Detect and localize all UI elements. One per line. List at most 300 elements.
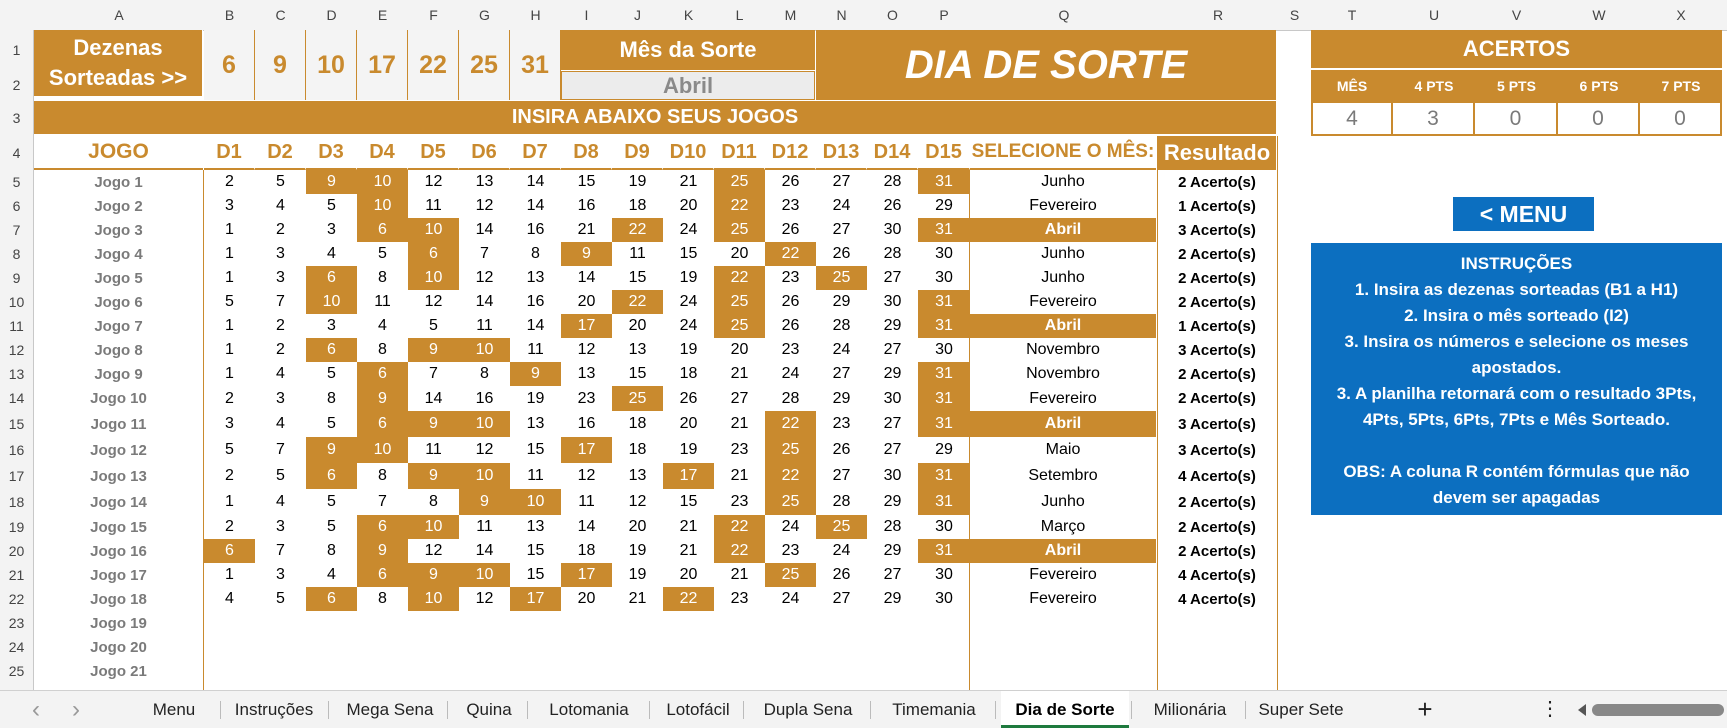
- game-number-cell[interactable]: 31: [918, 463, 970, 489]
- game-number-cell[interactable]: 26: [832, 245, 851, 262]
- game-number-cell[interactable]: 5: [327, 365, 336, 382]
- game-number-cell[interactable]: 27: [883, 341, 902, 358]
- game-number-cell[interactable]: 1: [225, 221, 234, 238]
- game-number-cell[interactable]: 3: [327, 317, 336, 334]
- game-number-cell[interactable]: 9: [459, 489, 510, 515]
- game-number-cell[interactable]: 22: [612, 218, 663, 242]
- tab-super-sete[interactable]: Super Sete: [1258, 700, 1344, 719]
- tab-milion-ria[interactable]: Milionária: [1153, 700, 1227, 719]
- game-number-cell[interactable]: 3: [276, 518, 285, 535]
- game-number-cell[interactable]: 20: [730, 341, 749, 358]
- game-number-cell[interactable]: 9: [408, 563, 459, 587]
- game-number-cell[interactable]: 16: [577, 197, 596, 214]
- drawn-number[interactable]: 22: [408, 30, 459, 100]
- game-number-cell[interactable]: 26: [832, 441, 851, 458]
- game-number-cell[interactable]: 1: [225, 269, 234, 286]
- game-number-cell[interactable]: 10: [357, 194, 408, 218]
- game-number-cell[interactable]: 29: [883, 542, 902, 559]
- game-number-cell[interactable]: 6: [357, 218, 408, 242]
- game-number-cell[interactable]: 2: [276, 221, 285, 238]
- tab-menu[interactable]: Menu: [152, 700, 196, 719]
- game-number-cell[interactable]: 30: [883, 293, 902, 310]
- game-number-cell[interactable]: 15: [679, 245, 698, 262]
- game-number-cell[interactable]: 25: [765, 489, 816, 515]
- game-number-cell[interactable]: 15: [526, 542, 545, 559]
- game-number-cell[interactable]: 10: [408, 266, 459, 290]
- game-number-cell[interactable]: 14: [475, 221, 494, 238]
- game-number-cell[interactable]: 22: [612, 290, 663, 314]
- game-number-cell[interactable]: 23: [730, 590, 749, 607]
- game-number-cell[interactable]: 22: [714, 515, 765, 539]
- game-number-cell[interactable]: 9: [408, 411, 459, 437]
- game-number-cell[interactable]: 13: [526, 269, 545, 286]
- game-number-cell[interactable]: 24: [781, 590, 800, 607]
- game-number-cell[interactable]: 25: [765, 563, 816, 587]
- game-number-cell[interactable]: 14: [424, 389, 443, 407]
- game-number-cell[interactable]: 6: [306, 463, 357, 489]
- game-number-cell[interactable]: 20: [628, 518, 647, 535]
- game-number-cell[interactable]: 15: [628, 365, 647, 382]
- game-number-cell[interactable]: 10: [459, 338, 510, 362]
- game-number-cell[interactable]: 10: [459, 563, 510, 587]
- tab-dupla-sena[interactable]: Dupla Sena: [763, 700, 853, 719]
- game-number-cell[interactable]: 25: [816, 515, 867, 539]
- game-number-cell[interactable]: 10: [408, 218, 459, 242]
- game-number-cell[interactable]: 27: [832, 365, 851, 382]
- game-number-cell[interactable]: 30: [935, 245, 953, 262]
- game-number-cell[interactable]: 11: [527, 341, 544, 358]
- tab-lotof-cil[interactable]: Lotofácil: [666, 700, 730, 719]
- game-number-cell[interactable]: 30: [935, 590, 953, 607]
- game-number-cell[interactable]: 31: [918, 170, 970, 194]
- game-number-cell[interactable]: 7: [429, 365, 438, 382]
- game-number-cell[interactable]: 15: [526, 566, 545, 583]
- game-number-cell[interactable]: 11: [425, 441, 442, 458]
- game-number-cell[interactable]: 4: [276, 415, 285, 432]
- game-number-cell[interactable]: 7: [378, 493, 387, 510]
- month-select[interactable]: Fevereiro: [1029, 293, 1097, 310]
- game-number-cell[interactable]: 9: [510, 362, 561, 386]
- game-number-cell[interactable]: 24: [679, 293, 698, 310]
- game-number-cell[interactable]: 31: [918, 314, 970, 338]
- game-number-cell[interactable]: 6: [306, 587, 357, 611]
- game-number-cell[interactable]: 31: [918, 539, 970, 563]
- game-number-cell[interactable]: 17: [561, 437, 612, 463]
- game-number-cell[interactable]: 16: [475, 389, 494, 407]
- game-number-cell[interactable]: 3: [276, 245, 285, 262]
- game-number-cell[interactable]: 2: [225, 389, 234, 407]
- game-number-cell[interactable]: 10: [357, 437, 408, 463]
- game-number-cell[interactable]: 20: [679, 415, 698, 432]
- game-number-cell[interactable]: 20: [679, 566, 698, 583]
- game-number-cell[interactable]: 15: [679, 493, 698, 510]
- game-number-cell[interactable]: 24: [679, 221, 698, 238]
- game-number-cell[interactable]: 4: [327, 245, 336, 262]
- drawn-number[interactable]: 10: [306, 30, 357, 100]
- game-number-cell[interactable]: 14: [526, 317, 545, 334]
- game-number-cell[interactable]: 12: [475, 441, 494, 458]
- game-number-cell[interactable]: 10: [306, 290, 357, 314]
- game-number-cell[interactable]: 30: [935, 518, 953, 535]
- game-number-cell[interactable]: 27: [832, 590, 851, 607]
- game-number-cell[interactable]: 11: [476, 518, 493, 535]
- game-number-cell[interactable]: 11: [374, 293, 391, 310]
- game-number-cell[interactable]: 30: [935, 341, 953, 358]
- game-number-cell[interactable]: 8: [327, 389, 336, 407]
- game-number-cell[interactable]: 12: [628, 493, 647, 510]
- month-select[interactable]: Setembro: [1028, 467, 1098, 484]
- game-number-cell[interactable]: 11: [476, 317, 493, 334]
- game-number-cell[interactable]: 8: [480, 365, 489, 382]
- game-number-cell[interactable]: 12: [577, 467, 596, 484]
- game-number-cell[interactable]: 16: [526, 221, 545, 238]
- game-number-cell[interactable]: 14: [475, 542, 494, 559]
- month-select[interactable]: Fevereiro: [1029, 566, 1097, 583]
- game-number-cell[interactable]: 1: [225, 317, 234, 334]
- game-number-cell[interactable]: 5: [429, 317, 438, 334]
- game-number-cell[interactable]: 25: [714, 314, 765, 338]
- game-number-cell[interactable]: 16: [526, 293, 545, 310]
- game-number-cell[interactable]: 21: [628, 590, 647, 607]
- game-number-cell[interactable]: 27: [883, 415, 902, 432]
- game-number-cell[interactable]: 8: [531, 245, 540, 262]
- game-number-cell[interactable]: 20: [577, 293, 596, 310]
- game-number-cell[interactable]: 31: [918, 290, 970, 314]
- game-number-cell[interactable]: 19: [679, 441, 698, 458]
- game-number-cell[interactable]: 14: [526, 173, 545, 190]
- game-number-cell[interactable]: 13: [526, 415, 545, 432]
- game-number-cell[interactable]: 14: [577, 269, 596, 286]
- game-number-cell[interactable]: 31: [918, 362, 970, 386]
- game-number-cell[interactable]: 13: [475, 173, 494, 190]
- game-number-cell[interactable]: 29: [883, 493, 902, 510]
- game-number-cell[interactable]: 28: [832, 317, 851, 334]
- game-number-cell[interactable]: 18: [628, 197, 647, 214]
- game-number-cell[interactable]: 24: [781, 518, 800, 535]
- game-number-cell[interactable]: 1: [225, 566, 234, 583]
- drawn-number[interactable]: 9: [255, 30, 306, 100]
- game-number-cell[interactable]: 19: [526, 389, 545, 407]
- game-number-cell[interactable]: 30: [935, 566, 953, 583]
- game-number-cell[interactable]: 13: [628, 467, 647, 484]
- game-number-cell[interactable]: 10: [459, 463, 510, 489]
- game-number-cell[interactable]: 23: [730, 441, 749, 458]
- game-number-cell[interactable]: 20: [577, 590, 596, 607]
- game-number-cell[interactable]: 27: [730, 389, 749, 407]
- game-number-cell[interactable]: 21: [730, 467, 749, 484]
- game-number-cell[interactable]: 23: [781, 542, 800, 559]
- game-number-cell[interactable]: 15: [577, 173, 596, 190]
- game-number-cell[interactable]: 25: [612, 386, 663, 411]
- menu-button[interactable]: < MENU: [1453, 197, 1594, 231]
- game-number-cell[interactable]: 5: [378, 245, 387, 262]
- game-number-cell[interactable]: 3: [225, 197, 234, 214]
- game-number-cell[interactable]: 6: [357, 362, 408, 386]
- month-select[interactable]: Abril: [970, 314, 1156, 338]
- game-number-cell[interactable]: 22: [663, 587, 714, 611]
- month-select[interactable]: Novembro: [1026, 341, 1100, 358]
- game-number-cell[interactable]: 29: [832, 389, 851, 407]
- game-number-cell[interactable]: 24: [832, 341, 851, 358]
- game-number-cell[interactable]: 31: [918, 218, 970, 242]
- game-number-cell[interactable]: 5: [276, 590, 285, 607]
- game-number-cell[interactable]: 4: [378, 317, 387, 334]
- game-number-cell[interactable]: 2: [225, 467, 234, 484]
- game-number-cell[interactable]: 12: [424, 542, 443, 559]
- game-number-cell[interactable]: 8: [378, 590, 387, 607]
- game-number-cell[interactable]: 4: [276, 493, 285, 510]
- game-number-cell[interactable]: 19: [628, 566, 647, 583]
- game-number-cell[interactable]: 11: [629, 245, 646, 262]
- game-number-cell[interactable]: 25: [816, 266, 867, 290]
- game-number-cell[interactable]: 5: [225, 441, 234, 458]
- game-number-cell[interactable]: 15: [628, 269, 647, 286]
- game-number-cell[interactable]: 17: [510, 587, 561, 611]
- game-number-cell[interactable]: 3: [225, 415, 234, 432]
- game-number-cell[interactable]: 4: [276, 197, 285, 214]
- game-number-cell[interactable]: 16: [577, 415, 596, 432]
- tab-quina[interactable]: Quina: [466, 700, 512, 719]
- drawn-number[interactable]: 17: [357, 30, 408, 100]
- game-number-cell[interactable]: 12: [577, 341, 596, 358]
- game-number-cell[interactable]: 1: [225, 245, 234, 262]
- game-number-cell[interactable]: 2: [225, 173, 234, 190]
- game-number-cell[interactable]: 11: [578, 493, 595, 510]
- game-number-cell[interactable]: 8: [429, 493, 438, 510]
- game-number-cell[interactable]: 24: [832, 542, 851, 559]
- game-number-cell[interactable]: 24: [781, 365, 800, 382]
- game-number-cell[interactable]: 26: [781, 221, 800, 238]
- game-number-cell[interactable]: 21: [730, 365, 749, 382]
- game-number-cell[interactable]: 19: [628, 173, 647, 190]
- game-number-cell[interactable]: 10: [459, 411, 510, 437]
- game-number-cell[interactable]: 21: [730, 415, 749, 432]
- game-number-cell[interactable]: 5: [225, 293, 234, 310]
- game-number-cell[interactable]: 18: [577, 542, 596, 559]
- game-number-cell[interactable]: 27: [832, 221, 851, 238]
- month-select[interactable]: Abril: [970, 411, 1156, 437]
- month-select[interactable]: Abril: [970, 539, 1156, 563]
- game-number-cell[interactable]: 12: [475, 590, 494, 607]
- game-number-cell[interactable]: 9: [408, 338, 459, 362]
- game-number-cell[interactable]: 6: [357, 563, 408, 587]
- month-select[interactable]: Junho: [1041, 173, 1085, 190]
- game-number-cell[interactable]: 9: [408, 463, 459, 489]
- game-number-cell[interactable]: 22: [714, 539, 765, 563]
- game-number-cell[interactable]: 19: [679, 341, 698, 358]
- game-number-cell[interactable]: 9: [357, 386, 408, 411]
- game-number-cell[interactable]: 12: [424, 173, 443, 190]
- game-number-cell[interactable]: 25: [714, 290, 765, 314]
- game-number-cell[interactable]: 18: [628, 441, 647, 458]
- game-number-cell[interactable]: 26: [679, 389, 698, 407]
- scroll-left-icon[interactable]: [1578, 704, 1586, 714]
- game-number-cell[interactable]: 5: [276, 467, 285, 484]
- game-number-cell[interactable]: 11: [425, 197, 442, 214]
- game-number-cell[interactable]: 7: [276, 542, 285, 559]
- game-number-cell[interactable]: 12: [475, 269, 494, 286]
- drawn-number[interactable]: 25: [459, 30, 510, 100]
- game-number-cell[interactable]: 23: [730, 493, 749, 510]
- game-number-cell[interactable]: 5: [327, 197, 336, 214]
- game-number-cell[interactable]: 29: [832, 293, 851, 310]
- month-select[interactable]: Maio: [1045, 441, 1081, 458]
- game-number-cell[interactable]: 14: [577, 518, 596, 535]
- game-number-cell[interactable]: 17: [663, 463, 714, 489]
- month-select[interactable]: Fevereiro: [1029, 590, 1097, 607]
- game-number-cell[interactable]: 29: [935, 197, 953, 214]
- game-number-cell[interactable]: 22: [714, 266, 765, 290]
- game-number-cell[interactable]: 17: [561, 314, 612, 338]
- game-number-cell[interactable]: 28: [832, 493, 851, 510]
- game-number-cell[interactable]: 2: [276, 341, 285, 358]
- game-number-cell[interactable]: 24: [679, 317, 698, 334]
- game-number-cell[interactable]: 15: [526, 441, 545, 458]
- game-number-cell[interactable]: 21: [679, 518, 698, 535]
- game-number-cell[interactable]: 5: [327, 518, 336, 535]
- game-number-cell[interactable]: 2: [225, 518, 234, 535]
- game-number-cell[interactable]: 25: [714, 218, 765, 242]
- game-number-cell[interactable]: 23: [781, 341, 800, 358]
- game-number-cell[interactable]: 31: [918, 411, 970, 437]
- game-number-cell[interactable]: 30: [883, 221, 902, 238]
- month-select[interactable]: Junho: [1041, 493, 1085, 510]
- game-number-cell[interactable]: 27: [883, 269, 902, 286]
- game-number-cell[interactable]: 12: [424, 293, 443, 310]
- game-number-cell[interactable]: 3: [276, 269, 285, 286]
- game-number-cell[interactable]: 22: [765, 242, 816, 266]
- game-number-cell[interactable]: 10: [408, 515, 459, 539]
- game-number-cell[interactable]: 25: [714, 170, 765, 194]
- game-number-cell[interactable]: 23: [781, 197, 800, 214]
- game-number-cell[interactable]: 26: [781, 173, 800, 190]
- tab-lotomania[interactable]: Lotomania: [549, 700, 629, 719]
- month-select[interactable]: Junho: [1041, 245, 1085, 262]
- tab-timemania[interactable]: Timemania: [892, 700, 976, 719]
- tab-dia-de-sorte[interactable]: Dia de Sorte: [1001, 691, 1129, 728]
- game-number-cell[interactable]: 5: [327, 493, 336, 510]
- game-number-cell[interactable]: 6: [357, 515, 408, 539]
- month-select[interactable]: Março: [1040, 518, 1086, 535]
- month-select[interactable]: Abril: [970, 218, 1156, 242]
- game-number-cell[interactable]: 10: [357, 170, 408, 194]
- more-options-icon[interactable]: ⋮: [1540, 698, 1560, 720]
- game-number-cell[interactable]: 13: [526, 518, 545, 535]
- game-number-cell[interactable]: 18: [679, 365, 698, 382]
- game-number-cell[interactable]: 23: [577, 389, 596, 407]
- game-number-cell[interactable]: 9: [561, 242, 612, 266]
- game-number-cell[interactable]: 7: [276, 293, 285, 310]
- game-number-cell[interactable]: 23: [781, 269, 800, 286]
- game-number-cell[interactable]: 5: [276, 173, 285, 190]
- add-sheet-button[interactable]: +: [1417, 694, 1433, 724]
- tab-next-icon[interactable]: ›: [72, 696, 80, 723]
- game-number-cell[interactable]: 13: [628, 341, 647, 358]
- game-number-cell[interactable]: 1: [225, 365, 234, 382]
- tab-prev-icon[interactable]: ‹: [32, 696, 40, 723]
- game-number-cell[interactable]: 31: [918, 489, 970, 515]
- drawn-number[interactable]: 6: [204, 30, 255, 100]
- game-number-cell[interactable]: 28: [781, 389, 800, 407]
- game-number-cell[interactable]: 26: [883, 197, 902, 214]
- game-number-cell[interactable]: 10: [408, 587, 459, 611]
- game-number-cell[interactable]: 30: [883, 467, 902, 484]
- game-number-cell[interactable]: 27: [832, 467, 851, 484]
- game-number-cell[interactable]: 29: [883, 590, 902, 607]
- game-number-cell[interactable]: 28: [883, 518, 902, 535]
- game-number-cell[interactable]: 10: [510, 489, 561, 515]
- game-number-cell[interactable]: 6: [306, 266, 357, 290]
- game-number-cell[interactable]: 28: [883, 173, 902, 190]
- game-number-cell[interactable]: 8: [378, 341, 387, 358]
- game-number-cell[interactable]: 7: [276, 441, 285, 458]
- game-number-cell[interactable]: 6: [357, 411, 408, 437]
- game-number-cell[interactable]: 2: [276, 317, 285, 334]
- game-number-cell[interactable]: 8: [378, 269, 387, 286]
- game-number-cell[interactable]: 8: [378, 467, 387, 484]
- game-number-cell[interactable]: 20: [628, 317, 647, 334]
- game-number-cell[interactable]: 23: [832, 415, 851, 432]
- game-number-cell[interactable]: 29: [883, 317, 902, 334]
- game-number-cell[interactable]: 11: [527, 467, 544, 484]
- tab-instru-es[interactable]: Instruções: [234, 700, 314, 719]
- game-number-cell[interactable]: 9: [306, 437, 357, 463]
- game-number-cell[interactable]: 14: [475, 293, 494, 310]
- mes-da-sorte-value[interactable]: Abril: [561, 71, 815, 100]
- game-number-cell[interactable]: 4: [276, 365, 285, 382]
- horizontal-scrollbar[interactable]: [1592, 704, 1724, 716]
- game-number-cell[interactable]: 17: [561, 563, 612, 587]
- game-number-cell[interactable]: 13: [577, 365, 596, 382]
- game-number-cell[interactable]: 19: [679, 269, 698, 286]
- game-number-cell[interactable]: 25: [765, 437, 816, 463]
- game-number-cell[interactable]: 31: [918, 386, 970, 411]
- game-number-cell[interactable]: 7: [480, 245, 489, 262]
- game-number-cell[interactable]: 22: [714, 194, 765, 218]
- game-number-cell[interactable]: 24: [832, 197, 851, 214]
- game-number-cell[interactable]: 6: [306, 338, 357, 362]
- game-number-cell[interactable]: 22: [765, 411, 816, 437]
- game-number-cell[interactable]: 26: [781, 293, 800, 310]
- game-number-cell[interactable]: 21: [679, 542, 698, 559]
- game-number-cell[interactable]: 20: [730, 245, 749, 262]
- game-number-cell[interactable]: 20: [679, 197, 698, 214]
- game-number-cell[interactable]: 30: [883, 389, 902, 407]
- game-number-cell[interactable]: 18: [628, 415, 647, 432]
- game-number-cell[interactable]: 21: [730, 566, 749, 583]
- game-number-cell[interactable]: 27: [832, 173, 851, 190]
- game-number-cell[interactable]: 3: [276, 566, 285, 583]
- game-number-cell[interactable]: 14: [526, 197, 545, 214]
- game-number-cell[interactable]: 28: [883, 245, 902, 262]
- game-number-cell[interactable]: 27: [883, 566, 902, 583]
- game-number-cell[interactable]: 8: [327, 542, 336, 559]
- game-number-cell[interactable]: 4: [225, 590, 234, 607]
- game-number-cell[interactable]: 30: [935, 269, 953, 286]
- game-number-cell[interactable]: 9: [357, 539, 408, 563]
- month-select[interactable]: Novembro: [1026, 365, 1100, 382]
- game-number-cell[interactable]: 29: [935, 441, 953, 458]
- game-number-cell[interactable]: 3: [327, 221, 336, 238]
- game-number-cell[interactable]: 26: [781, 317, 800, 334]
- game-number-cell[interactable]: 21: [679, 173, 698, 190]
- drawn-number[interactable]: 31: [510, 30, 561, 100]
- game-number-cell[interactable]: 21: [577, 221, 596, 238]
- game-number-cell[interactable]: 29: [883, 365, 902, 382]
- month-select[interactable]: Fevereiro: [1029, 389, 1097, 407]
- game-number-cell[interactable]: 6: [204, 539, 255, 563]
- month-select[interactable]: Junho: [1041, 269, 1085, 286]
